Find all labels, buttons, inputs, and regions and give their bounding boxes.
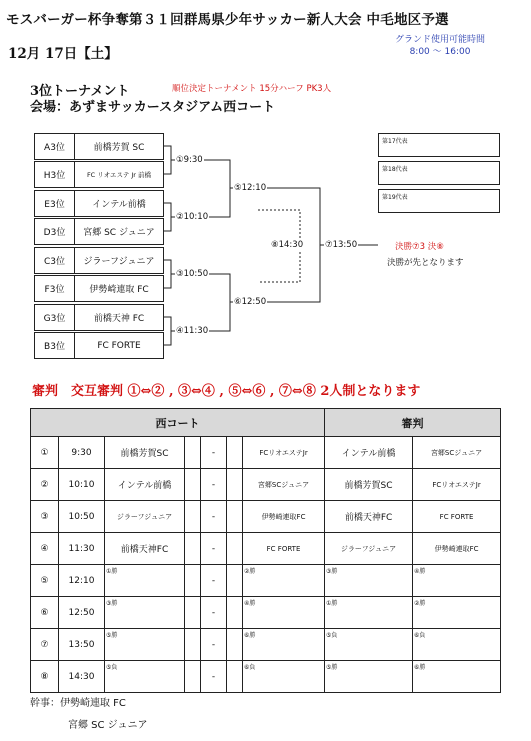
home-score [185,565,201,597]
score-separator [201,661,227,693]
score-separator-text: - [211,511,216,522]
match-label-7: ⑦13:50 [325,240,358,250]
home-team [105,533,185,565]
table-row [31,469,501,501]
referee-1-text: ジラーフジュニア [340,544,397,553]
home-team-text: インテル前橋 [117,481,172,491]
away-team-text: FCリオエステJr [259,448,308,457]
team-name: FC FORTE [97,340,141,351]
match-label-2: ②10:10 [176,212,209,222]
referee-1 [325,629,413,661]
bracket-entry [34,161,164,188]
away-team [243,533,325,565]
match-time [59,565,105,597]
match-number [31,661,59,693]
away-score [227,469,243,501]
home-team [105,565,185,597]
away-score [227,437,243,469]
match-number-text: ⑥ [40,607,49,618]
referee-1-text: 前橋天神FC [344,513,393,523]
score-separator [201,597,227,629]
table-row [31,629,501,661]
table-row [31,501,501,533]
referee-1 [325,597,413,629]
tournament-note: 順位決定トーナメント 15分ハーフ PK3人 [172,84,332,94]
home-team [105,469,185,501]
referee-1 [325,533,413,565]
match-number [31,469,59,501]
referee-1 [325,437,413,469]
match-time-text: 9:30 [71,447,92,458]
referee-1 [325,501,413,533]
referee-2-source-note: ⑥負 [414,632,426,639]
bracket-entry [34,332,164,359]
score-separator [201,629,227,661]
bracket-entry [34,304,164,331]
venue: 会場：あずまサッカースタジアム西コート [30,100,276,115]
home-score [185,437,201,469]
match-time [59,661,105,693]
match-time [59,597,105,629]
home-team-source-note: ⑤負 [106,664,118,671]
table-header-row [31,409,501,437]
home-team-source-note: ③勝 [106,600,118,607]
match-number [31,629,59,661]
match-number [31,437,59,469]
page-title: モスバーガー杯争奪第３１回群馬県少年サッカー新人大会 中毛地区予選 [6,12,449,28]
match-time [59,533,105,565]
referee-2 [413,469,501,501]
away-score [227,629,243,661]
final-label: 決勝⑦3 決⑧ [395,242,444,252]
score-separator [201,533,227,565]
representative-box: 第17代表 [378,133,500,157]
referee-2 [413,661,501,693]
referee-1-source-note: ③勝 [326,568,338,575]
match-number-text: ② [40,479,49,490]
tournament-name: 3位トーナメント [30,84,130,99]
home-score [185,661,201,693]
representative-box: 第18代表 [378,161,500,185]
score-separator [201,501,227,533]
team-name: 前橋芳賀 SC [93,143,145,153]
away-team [243,501,325,533]
match-number-text: ④ [40,543,49,554]
away-score [227,501,243,533]
representative-box: 第19代表 [378,189,500,213]
seed-label: B3位 [35,333,75,358]
table-row [31,437,501,469]
bracket-entry [34,247,164,274]
referee-1 [325,469,413,501]
match-time-text: 12:10 [68,575,95,586]
bracket-entry [34,190,164,217]
match-number [31,501,59,533]
table-row [31,661,501,693]
home-team-text: 前橋芳賀SC [120,449,169,459]
referee-1 [325,661,413,693]
match-number [31,597,59,629]
referee-2 [413,629,501,661]
referee-1-text: 前橋芳賀SC [344,481,393,491]
away-score [227,597,243,629]
referee-1-text: インテル前橋 [341,449,396,459]
match-time [59,469,105,501]
team-name: 宮郷 SC ジュニア [83,228,155,238]
team-name: FC リオエステ Jr 前橋 [86,171,152,179]
seed-label: G3位 [35,305,75,330]
referee-2-source-note: ②勝 [414,600,426,607]
bracket-entry [34,218,164,245]
referee-1-source-note: ①勝 [326,600,338,607]
match-time [59,437,105,469]
home-team-source-note: ①勝 [106,568,118,575]
away-score [227,533,243,565]
match-label-4: ④11:30 [176,326,209,336]
away-team [243,565,325,597]
match-number-text: ① [40,447,49,458]
away-team [243,661,325,693]
referee-1-source-note: ⑤勝 [326,664,338,671]
home-team-text: 前橋天神FC [120,545,169,555]
match-time-text: 10:50 [68,511,95,522]
away-team [243,469,325,501]
match-number-text: ③ [40,511,49,522]
seed-label: D3位 [35,219,75,244]
seed-label: E3位 [35,191,75,216]
score-separator-text: - [211,671,216,682]
home-score [185,501,201,533]
seed-label: H3位 [35,162,75,187]
match-number [31,565,59,597]
table-row [31,597,501,629]
score-separator-text: - [211,575,216,586]
match-number-text: ⑦ [40,639,49,650]
away-team-text: 宮郷SCジュニア [257,480,310,489]
table-row [31,533,501,565]
match-time-text: 13:50 [68,639,95,650]
seed-label: F3位 [35,276,75,301]
home-score [185,597,201,629]
match-label-1: ①9:30 [176,155,203,165]
score-separator [201,469,227,501]
away-team-text: 伊勢崎連取FC [261,512,306,521]
away-team-source-note: ④勝 [244,600,256,607]
referee-2 [413,597,501,629]
event-date: 12月 17日【土】 [8,46,118,62]
home-team [105,501,185,533]
home-team-source-note: ⑤勝 [106,632,118,639]
score-separator [201,565,227,597]
team-name: ジラーフジュニア [83,257,155,267]
seed-label: A3位 [35,134,75,159]
home-team [105,661,185,693]
referee-2 [413,437,501,469]
match-number [31,533,59,565]
away-team [243,629,325,661]
team-name: 前橋天神 FC [93,314,145,324]
score-separator-text: - [211,479,216,490]
home-team [105,437,185,469]
match-time-text: 14:30 [68,671,95,682]
ground-time: 8:00 〜 16:00 [409,47,471,57]
match-label-8: ⑧14:30 [271,240,304,250]
home-score [185,469,201,501]
score-separator-text: - [211,639,216,650]
score-separator [201,437,227,469]
match-time-text: 10:10 [68,479,95,490]
team-name: インテル前橋 [92,200,146,210]
match-time-text: 12:50 [68,607,95,618]
referee-2 [413,501,501,533]
home-team-text: ジラーフジュニア [116,512,173,521]
away-score [227,661,243,693]
away-score [227,565,243,597]
team-name: 伊勢崎連取 FC [89,285,149,295]
organizer-line-1: 幹事：伊勢崎連取 FC [30,698,126,709]
away-team-text: FC FORTE [266,544,301,553]
away-team [243,437,325,469]
away-team [243,597,325,629]
match-label-3: ③10:50 [176,269,209,279]
score-separator-text: - [211,447,216,458]
organizer-line-2: 宮郷 SC ジュニア [68,720,148,731]
home-score [185,629,201,661]
referee-2-text: FCリオエステJr [432,480,481,489]
bracket-entry [34,275,164,302]
referee-2-text: 宮郷SCジュニア [430,448,483,457]
home-team [105,597,185,629]
match-label-6: ⑥12:50 [234,297,267,307]
referee-note: 審判 交互審判 ①⇔② , ③⇔④ , ⑤⇔⑥ , ⑦⇔⑧ 2人制となります [32,384,421,399]
score-separator-text: - [211,543,216,554]
away-team-source-note: ⑥負 [244,664,256,671]
away-team-source-note: ②勝 [244,568,256,575]
seed-label: C3位 [35,248,75,273]
referee-2-text: FC FORTE [439,512,474,521]
match-time [59,629,105,661]
home-team [105,629,185,661]
final-note: 決勝が先となります [387,258,464,268]
match-time [59,501,105,533]
schedule-table [30,408,501,693]
match-number-text: ⑧ [40,671,49,682]
match-number-text: ⑤ [40,575,49,586]
referee-2 [413,565,501,597]
score-separator-text: - [211,607,216,618]
referee-header: 審判 [325,409,501,437]
bracket-entry [34,133,164,160]
referee-2-source-note: ④勝 [414,568,426,575]
match-time-text: 11:30 [68,543,95,554]
home-score [185,533,201,565]
away-team-source-note: ⑥勝 [244,632,256,639]
court-header: 西コート [31,409,325,437]
table-row [31,565,501,597]
referee-1-source-note: ⑤負 [326,632,338,639]
referee-2-source-note: ⑥勝 [414,664,426,671]
referee-2 [413,533,501,565]
referee-1 [325,565,413,597]
referee-2-text: 伊勢崎連取FC [434,544,479,553]
ground-label: グランド使用可能時間 [394,35,485,45]
match-label-5: ⑤12:10 [234,183,267,193]
